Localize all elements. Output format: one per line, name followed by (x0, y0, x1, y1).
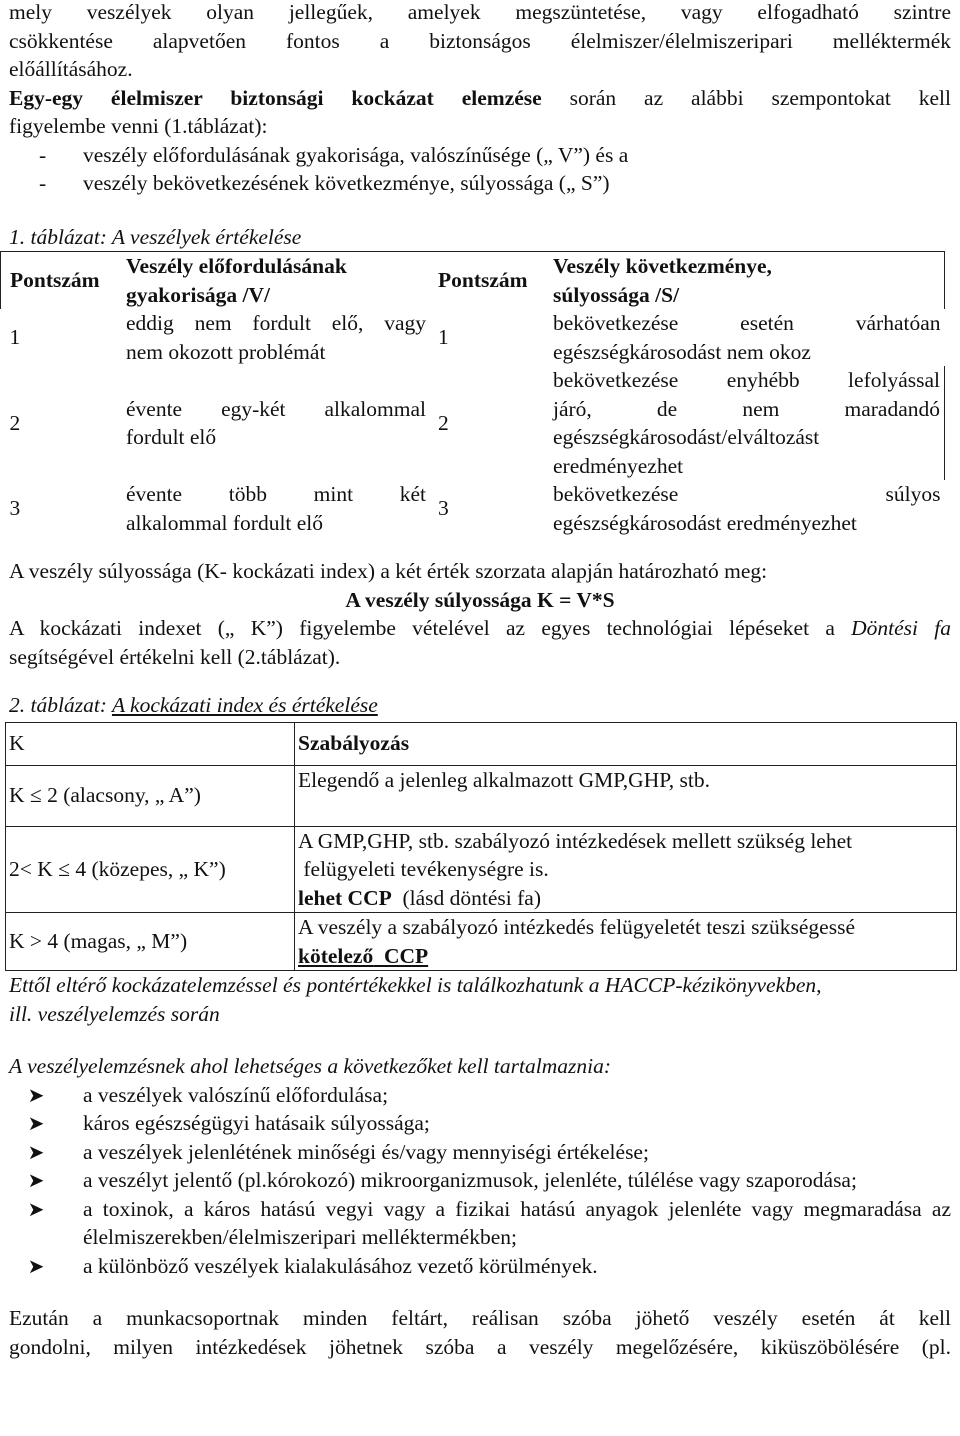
intro-line-1: mely veszélyek olyan jellegűek, amelyek megszüntetése, vagy elfogadható szintre (9, 0, 951, 24)
score-cell: 2 (9, 410, 21, 435)
list-item: ➤ a különböző veszélyek kialakulásához vezető körülmények. (9, 1252, 951, 1281)
table-row (6, 826, 957, 913)
table-row (1, 309, 945, 366)
table-header-row (6, 722, 957, 765)
table2-caption: 2. táblázat: A kockázati index és értékelése (9, 693, 378, 717)
arrow-bullet-icon: ➤ (27, 1196, 45, 1221)
list-item: ➤ a veszélyek jelenlétének minőségi és/vagy mennyiségi értékelése; (9, 1138, 951, 1167)
table-row (6, 913, 957, 971)
frequency-cell: évente egy-két alkalommal fordult elő (126, 396, 426, 449)
intro-bold-phrase: Egy-egy élelmiszer biztonsági kockázat elemzése (9, 85, 542, 110)
severity-formula: A veszély súlyossága K = V*S (345, 587, 615, 612)
regulation-cell: Elegendő a jelenleg alkalmazott GMP,GHP, stb. (295, 765, 957, 826)
arrow-bullet-icon: ➤ (27, 1168, 45, 1192)
table-header-row (1, 252, 945, 310)
list-item: ➤ káros egészségügyi hatásaik súlyossága; (9, 1109, 951, 1138)
severity-cell: bekövetkezése súlyos egészségkárosodást eredményezhet (553, 482, 941, 535)
header-score-s: Pontszám (430, 252, 545, 310)
dash-item: - veszély bekövetkezésének következménye, súlyossága („ S”) (9, 169, 951, 198)
document-page (9, 0, 951, 1361)
list-item: ➤ a toxinok, a káros hatású vegyi vagy a fizikai hatású anyagok jelenléte vagy megmaradása az élelmiszerekben/élelmiszeripari melléktermékben; (9, 1195, 951, 1252)
header-frequency: Veszély előfordulásának gyakorisága /V/ (118, 252, 430, 310)
severity-cell: bekövetkezése enyhébb lefolyással járó, de nem maradandó egészségkárosodást/elváltozást eredményezhet (545, 366, 945, 480)
list-title: A veszélyelemzésnek ahol lehetséges a következőket kell tartalmaznia: (9, 1054, 611, 1078)
intro-line-2: csökkentése alapvetően fontos a biztonságos élelmiszer/élelmiszeripari melléktermék (9, 28, 951, 53)
score-cell: 1 (9, 325, 21, 350)
score-cell: 2 (438, 410, 449, 435)
dash-list (9, 141, 951, 198)
arrow-bullet-icon: ➤ (27, 1111, 45, 1135)
arrow-bullet-icon: ➤ (27, 1253, 45, 1278)
intro-line-3: előállításához. (9, 57, 133, 81)
list-item: ➤ a veszélyt jelentő (pl.kórokozó) mikroorganizmusok, jelenléte, túlélése vagy szaporodása; (9, 1166, 951, 1195)
k-cell: 2< K ≤ 4 (közepes, „ K”) (6, 826, 295, 913)
risk-index-sentence-end: segítségével értékelni kell (2.táblázat). (9, 644, 341, 669)
analysis-contents-list (9, 1081, 951, 1281)
arrow-bullet-icon: ➤ (27, 1082, 45, 1107)
regulation-cell: A GMP,GHP, stb. szabályozó intézkedések mellett szükség lehet felügyeleti tevékenységre is. lehet CCP (lásd döntési fa) (295, 826, 957, 913)
arrow-bullet-icon: ➤ (27, 1139, 45, 1164)
intro-para2-rest: során az alábbi szempontokat kell (541, 85, 952, 110)
dash-bullet-icon: - (39, 142, 47, 167)
header-score-v: Pontszám (1, 252, 119, 310)
closing-line-1: Ezután a munkacsoportnak minden feltárt, reálisan szóba jöhető veszély esetén át kell (9, 1306, 951, 1330)
score-cell: 3 (438, 496, 449, 521)
table1-hazard-evaluation (0, 251, 945, 537)
header-regulation: Szabályozás (295, 722, 957, 765)
frequency-cell: eddig nem fordult elő, vagy nem okozott problémát (126, 311, 426, 364)
table2-risk-index (5, 722, 957, 972)
frequency-cell: évente több mint két alkalommal fordult elő (126, 482, 426, 535)
header-severity: Veszély következménye, súlyossága /S/ (545, 252, 945, 310)
severity-cell: bekövetkezése esetén várhatóan egészségkárosodást nem okoz (553, 311, 941, 364)
k-cell: K ≤ 2 (alacsony, „ A”) (6, 765, 295, 826)
score-cell: 3 (9, 496, 21, 521)
table-row (1, 366, 945, 480)
closing-line-2: gondolni, milyen intézkedések jöhetnek szóba a veszély megelőzésére, kiküszöbölésére (pl. (9, 1334, 951, 1359)
table1-caption: 1. táblázat: A veszélyek értékelése (9, 224, 302, 249)
dash-item: - veszély előfordulásának gyakorisága, valószínűsége („ V”) és a (9, 141, 951, 170)
severity-definition: A veszély súlyossága (K- kockázati index) a két érték szorzata alapján határozható meg: (9, 559, 768, 583)
intro-paragraph-2 (9, 84, 951, 113)
dash-bullet-icon: - (39, 171, 47, 195)
risk-index-sentence: A kockázati indexet („ K”) figyelembe vételével az egyes technológiai lépéseket a Döntési fa (9, 616, 952, 640)
header-k: K (6, 722, 295, 765)
k-cell: K > 4 (magas, „ M”) (6, 913, 295, 971)
score-cell: 1 (438, 325, 449, 350)
intro-para2-line2: figyelembe venni (1.táblázat): (9, 114, 268, 138)
alternative-note-line1: Ettől eltérő kockázatelemzéssel és pontértékekkel is találkozhatunk a HACCP-kézikönyvekben, (9, 973, 822, 997)
regulation-cell: A veszély a szabályozó intézkedés felügyeletét teszi szükségessé kötelező CCP (295, 913, 957, 971)
decision-tree-term: Döntési fa (851, 616, 952, 640)
alternative-note-line2: ill. veszélyelemzés során (9, 1001, 220, 1026)
table-row (1, 480, 945, 537)
table-row (6, 765, 957, 826)
list-item: ➤ a veszélyek valószínű előfordulása; (9, 1081, 951, 1110)
